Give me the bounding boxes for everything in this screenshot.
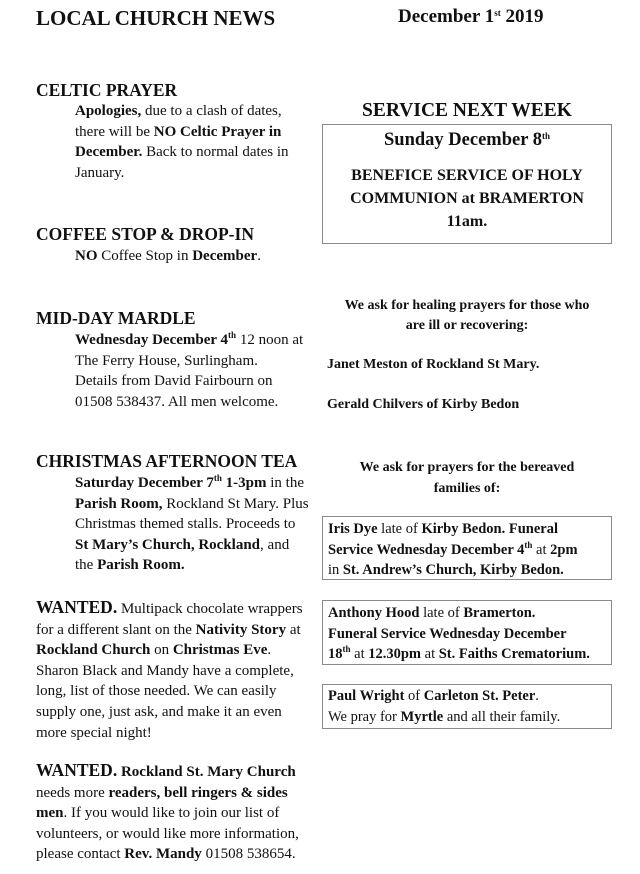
- text-run: Saturday December 7: [75, 475, 214, 491]
- funeral-box-iris-dye: [322, 516, 612, 580]
- text-run: men: [36, 805, 64, 822]
- text-run: Carleton St. Peter: [423, 688, 536, 704]
- text-run: volunteers, or would like more information,: [36, 825, 299, 842]
- text-run: and all their family.: [443, 708, 561, 725]
- text-line: [328, 624, 611, 645]
- wanted-volunteers: [36, 760, 299, 865]
- text-line: [328, 707, 611, 728]
- text-run: there will be: [75, 123, 154, 140]
- text-run: Multipack chocolate wrappers: [117, 601, 303, 617]
- text-run: Sharon Black and Mandy have a complete,: [36, 662, 294, 679]
- text-line: [328, 603, 611, 624]
- text-line: [36, 640, 303, 661]
- healing-intro-line: are ill or recovering:: [405, 318, 529, 333]
- text-run: 12.30pm: [368, 646, 422, 663]
- text-run: in: [328, 562, 343, 579]
- text-line: [75, 163, 289, 184]
- healing-intro: [322, 296, 612, 336]
- text-run: please contact: [36, 846, 125, 863]
- text-run: WANTED.: [36, 760, 118, 780]
- text-run: WANTED.: [36, 597, 118, 617]
- text-run: Rev. Mandy: [124, 846, 202, 863]
- text-line: [36, 597, 303, 620]
- text-run: long, list of those needed. We can easily: [36, 683, 277, 700]
- date-text: December 1: [398, 6, 495, 27]
- text-run: th: [342, 644, 351, 655]
- service-line: COMMUNION at BRAMERTON: [350, 190, 584, 207]
- text-run: th: [228, 330, 237, 340]
- text-line: [36, 783, 299, 804]
- text-run: of: [404, 688, 424, 704]
- bereaved-intro-line: families of:: [433, 481, 501, 496]
- text-run: th: [524, 539, 533, 550]
- text-run: 01508 538654.: [201, 846, 296, 863]
- funeral-box-anthony-hood: [322, 600, 612, 665]
- service-box: [322, 124, 612, 244]
- text-run: readers, bell ringers & sides: [108, 784, 288, 801]
- bereaved-intro-line: We ask for prayers for the bereaved: [359, 460, 575, 475]
- text-line: [75, 101, 289, 122]
- text-line: [328, 560, 611, 581]
- text-run: NO: [75, 248, 98, 264]
- text-line: [75, 122, 289, 143]
- text-run: Rockland St. Mary Church: [117, 764, 296, 780]
- text-run: Rockland St Mary. Plus: [162, 495, 309, 512]
- healing-name: Gerald Chilvers of Kirby Bedon: [327, 397, 520, 412]
- text-run: Christmas Eve: [172, 642, 268, 659]
- text-line: [36, 844, 299, 865]
- text-run: Christmas themed stalls. Proceeds to: [75, 516, 296, 533]
- text-line: [36, 723, 303, 744]
- text-line: [36, 803, 299, 824]
- text-line: [36, 702, 303, 723]
- text-run: late of: [419, 605, 464, 621]
- text-run: due to a clash of dates,: [141, 103, 282, 119]
- text-run: on: [150, 642, 173, 659]
- text-run: Parish Room.: [97, 557, 185, 574]
- text-line: [36, 824, 299, 845]
- text-run: Service Wednesday December 4: [328, 541, 525, 558]
- text-line: [36, 681, 303, 702]
- date-sup: st: [494, 8, 501, 18]
- tea-body: [75, 473, 309, 576]
- wanted-wrappers: [36, 597, 303, 743]
- text-line: [75, 392, 303, 413]
- mardle-heading: MID-DAY MARDLE: [36, 308, 196, 328]
- healing-intro-line: We ask for healing prayers for those who: [344, 298, 590, 313]
- text-run: . If you would like to join our list of: [63, 805, 280, 822]
- service-heading: SERVICE NEXT WEEK: [362, 100, 572, 121]
- text-run: the: [75, 557, 98, 574]
- text-line: [75, 535, 309, 556]
- service-date-sup: th: [541, 131, 550, 141]
- text-run: late of: [377, 521, 422, 537]
- text-run: The Ferry House, Surlingham.: [75, 352, 258, 369]
- text-run: .: [535, 688, 539, 704]
- text-run: Anthony Hood: [328, 605, 420, 621]
- text-run: at: [286, 621, 301, 638]
- text-run: St. Andrew’s Church, Kirby Bedon.: [342, 562, 564, 579]
- text-run: 01508 538437. All men welcome.: [75, 393, 279, 410]
- text-line: [75, 371, 303, 392]
- coffee-body: [75, 246, 261, 267]
- text-line: [36, 620, 303, 641]
- text-line: [36, 661, 303, 682]
- text-run: Iris Dye: [328, 521, 378, 537]
- text-run: at: [350, 646, 369, 663]
- text-run: Bramerton.: [463, 605, 536, 621]
- text-line: [328, 519, 611, 540]
- text-run: , and: [260, 536, 290, 553]
- text-run: Apologies,: [75, 103, 142, 119]
- text-run: Wednesday December 4: [75, 332, 229, 348]
- tea-heading: CHRISTMAS AFTERNOON TEA: [36, 451, 298, 471]
- text-run: Funeral Service Wednesday December: [328, 625, 567, 642]
- text-run: December: [192, 248, 258, 264]
- text-run: Nativity Story: [195, 621, 287, 638]
- service-date-text: Sunday December 8: [384, 130, 542, 150]
- text-run: 18: [328, 646, 343, 663]
- mardle-body: [75, 330, 303, 412]
- text-line: [75, 473, 309, 494]
- text-run: at: [532, 541, 551, 558]
- issue-date: [398, 6, 543, 28]
- text-line: [75, 246, 261, 267]
- service-line: BENEFICE SERVICE OF HOLY: [351, 167, 583, 184]
- text-run: .: [267, 642, 272, 659]
- text-run: for a different slant on the: [36, 621, 196, 638]
- text-run: supply one, just ask, and make it an even: [36, 703, 282, 720]
- text-line: [75, 555, 309, 576]
- text-run: Kirby Bedon. Funeral: [421, 521, 558, 537]
- text-run: Paul Wright: [328, 688, 405, 704]
- text-run: th: [213, 473, 222, 483]
- page-title: LOCAL CHURCH NEWS: [36, 6, 276, 30]
- text-line: [328, 686, 611, 707]
- text-run: Details from David Fairbourn on: [75, 373, 273, 390]
- text-run: .: [257, 248, 261, 264]
- text-run: Back to normal dates in: [142, 144, 289, 161]
- text-run: NO Celtic Prayer in: [153, 123, 282, 140]
- text-run: 1-3pm: [221, 475, 267, 491]
- text-line: [75, 514, 309, 535]
- text-run: Rockland Church: [36, 642, 151, 659]
- text-run: St. Faiths Crematorium.: [438, 646, 590, 663]
- text-line: [75, 330, 303, 351]
- service-details: [323, 164, 611, 233]
- text-run: 12 noon at: [236, 332, 304, 348]
- text-run: We pray for: [328, 708, 401, 725]
- text-line: [36, 760, 299, 783]
- text-line: [328, 540, 611, 561]
- text-run: December.: [75, 144, 143, 161]
- text-run: Myrtle: [400, 708, 444, 725]
- text-run: Parish Room,: [75, 495, 163, 512]
- text-run: 2pm: [550, 541, 578, 558]
- coffee-heading: COFFEE STOP & DROP-IN: [36, 224, 254, 244]
- text-line: [75, 351, 303, 372]
- text-run: needs more: [36, 784, 109, 801]
- healing-name: Janet Meston of Rockland St Mary.: [327, 357, 540, 372]
- text-run: in the: [266, 475, 304, 491]
- text-run: more special night!: [36, 724, 152, 741]
- service-line: 11am.: [446, 213, 488, 230]
- text-line: [75, 142, 289, 163]
- text-run: at: [421, 646, 439, 663]
- celtic-body: [75, 101, 289, 183]
- text-line: [328, 644, 611, 665]
- text-run: St Mary’s Church, Rockland: [75, 536, 261, 553]
- text-line: [75, 494, 309, 515]
- prayer-box-paul-wright: [322, 684, 612, 729]
- text-run: January.: [75, 164, 125, 181]
- date-year: 2019: [500, 6, 544, 27]
- bereaved-intro: [322, 457, 612, 499]
- celtic-heading: CELTIC PRAYER: [36, 80, 178, 100]
- text-run: Coffee Stop in: [97, 248, 193, 264]
- service-date: [323, 130, 611, 151]
